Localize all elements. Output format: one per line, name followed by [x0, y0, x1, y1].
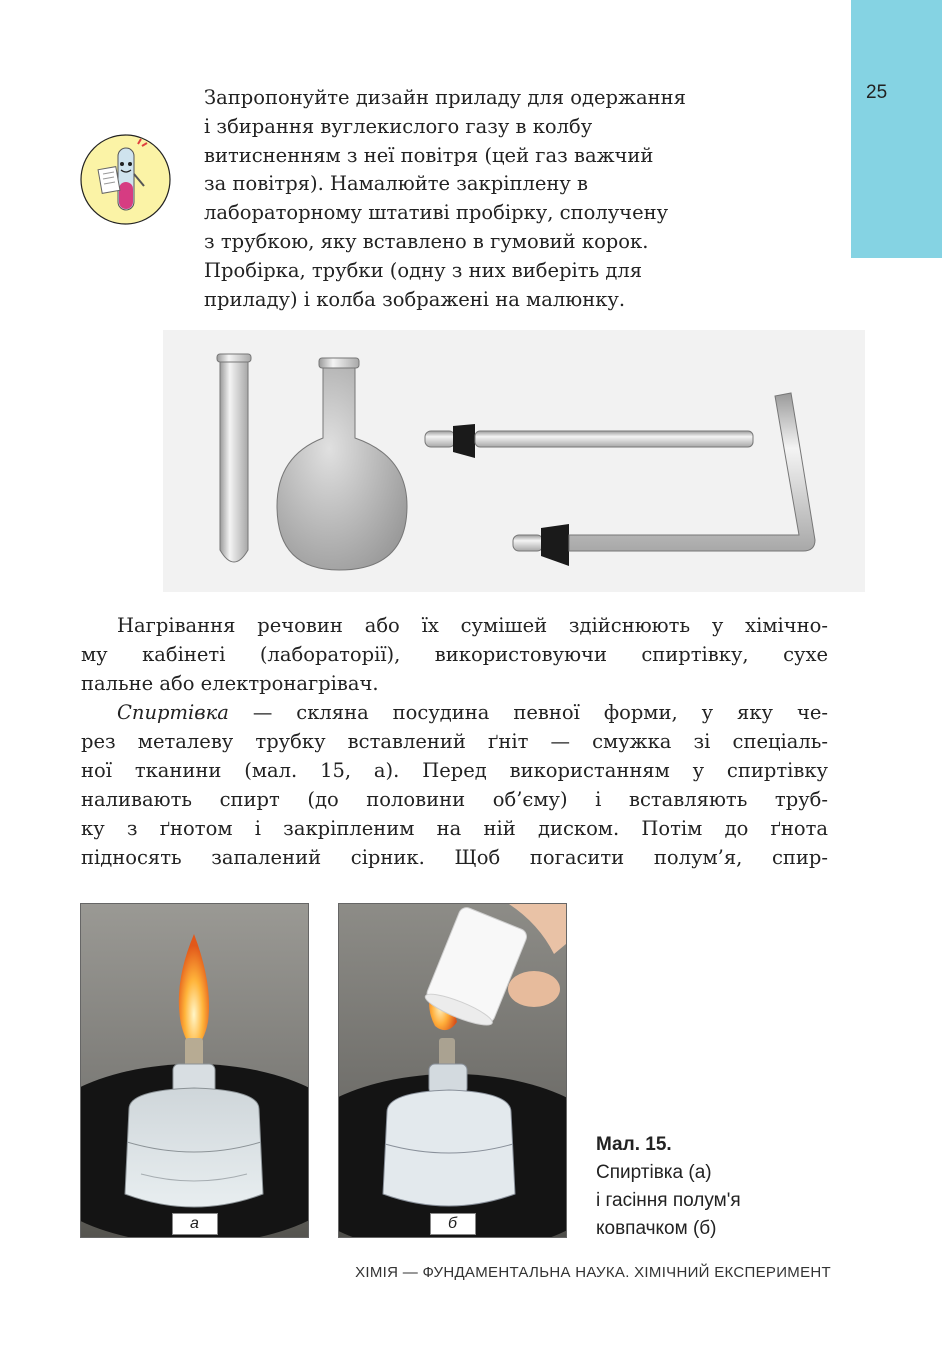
photo-label-a: а — [172, 1213, 218, 1235]
section-tab — [851, 0, 942, 258]
para2-line: наливають спирт (до половини об’єму) і вставляють труб- — [81, 788, 828, 811]
lit-spirit-lamp-image — [81, 904, 308, 1237]
caption-line: і гасіння полум'я — [596, 1190, 741, 1211]
caption-title: Мал. 15. — [596, 1134, 672, 1155]
cap-extinguish-image — [339, 904, 566, 1237]
straight-tube-icon — [425, 424, 753, 458]
para2-line: рез металеву трубку вставлений ґніт — смужка зі спеціаль- — [81, 730, 828, 753]
term-spirtivka: Спиртівка — [117, 701, 229, 724]
photo-lit-burner — [80, 903, 309, 1238]
caption-line: Спиртівка (а) — [596, 1162, 712, 1183]
figure-caption — [596, 1131, 826, 1243]
para2-line: підносять запалений сірник. Щоб погасити полум’я, спир- — [81, 846, 828, 869]
page-number: 25 — [866, 82, 888, 103]
para1-line: му кабінеті (лабораторії), використовуючи спиртівку, сухе — [81, 643, 828, 666]
test-tube-mascot-icon — [80, 134, 171, 225]
task-block — [204, 84, 814, 314]
photo-extinguish-burner — [338, 903, 567, 1238]
para2-line: ної тканини (мал. 15, а). Перед використанням у спиртівку — [81, 759, 828, 782]
round-flask-icon — [277, 358, 407, 570]
caption-line: ковпачком (б) — [596, 1218, 717, 1239]
para2-line-rest: — скляна посудина певної форми, у яку че- — [228, 701, 828, 724]
lab-equipment-illustration — [163, 330, 865, 592]
test-tube-icon — [217, 354, 251, 562]
bent-tube-icon — [513, 393, 815, 566]
para1-line: пальне або електронагрівач. — [81, 672, 379, 695]
running-footer: ХІМІЯ — ФУНДАМЕНТАЛЬНА НАУКА. ХІМІЧНИЙ ЕКСПЕРИМЕНТ — [355, 1264, 831, 1281]
body-text — [81, 611, 828, 872]
task-text: Запропонуйте дизайн приладу для одержання і збирання вуглекислого газу в колбу витисненням з неї повітря (цей газ важчий за повітря). Намалюйте закріплену в лабораторному штативі пробірку, сполучену з трубкою, яку вставлено в гумовий корок. Пробірка, трубки (одну з них виберіть для приладу) і колба зображені на малюнку. — [204, 86, 686, 311]
para2-line: ку з ґнотом і закріпленим на ній диском. Потім до ґнота — [81, 817, 828, 840]
para2-first-line — [81, 698, 828, 727]
photo-label-b: б — [430, 1213, 476, 1235]
para1-line: Нагрівання речовин або їх сумішей здійснюють у хімічно- — [117, 614, 828, 637]
